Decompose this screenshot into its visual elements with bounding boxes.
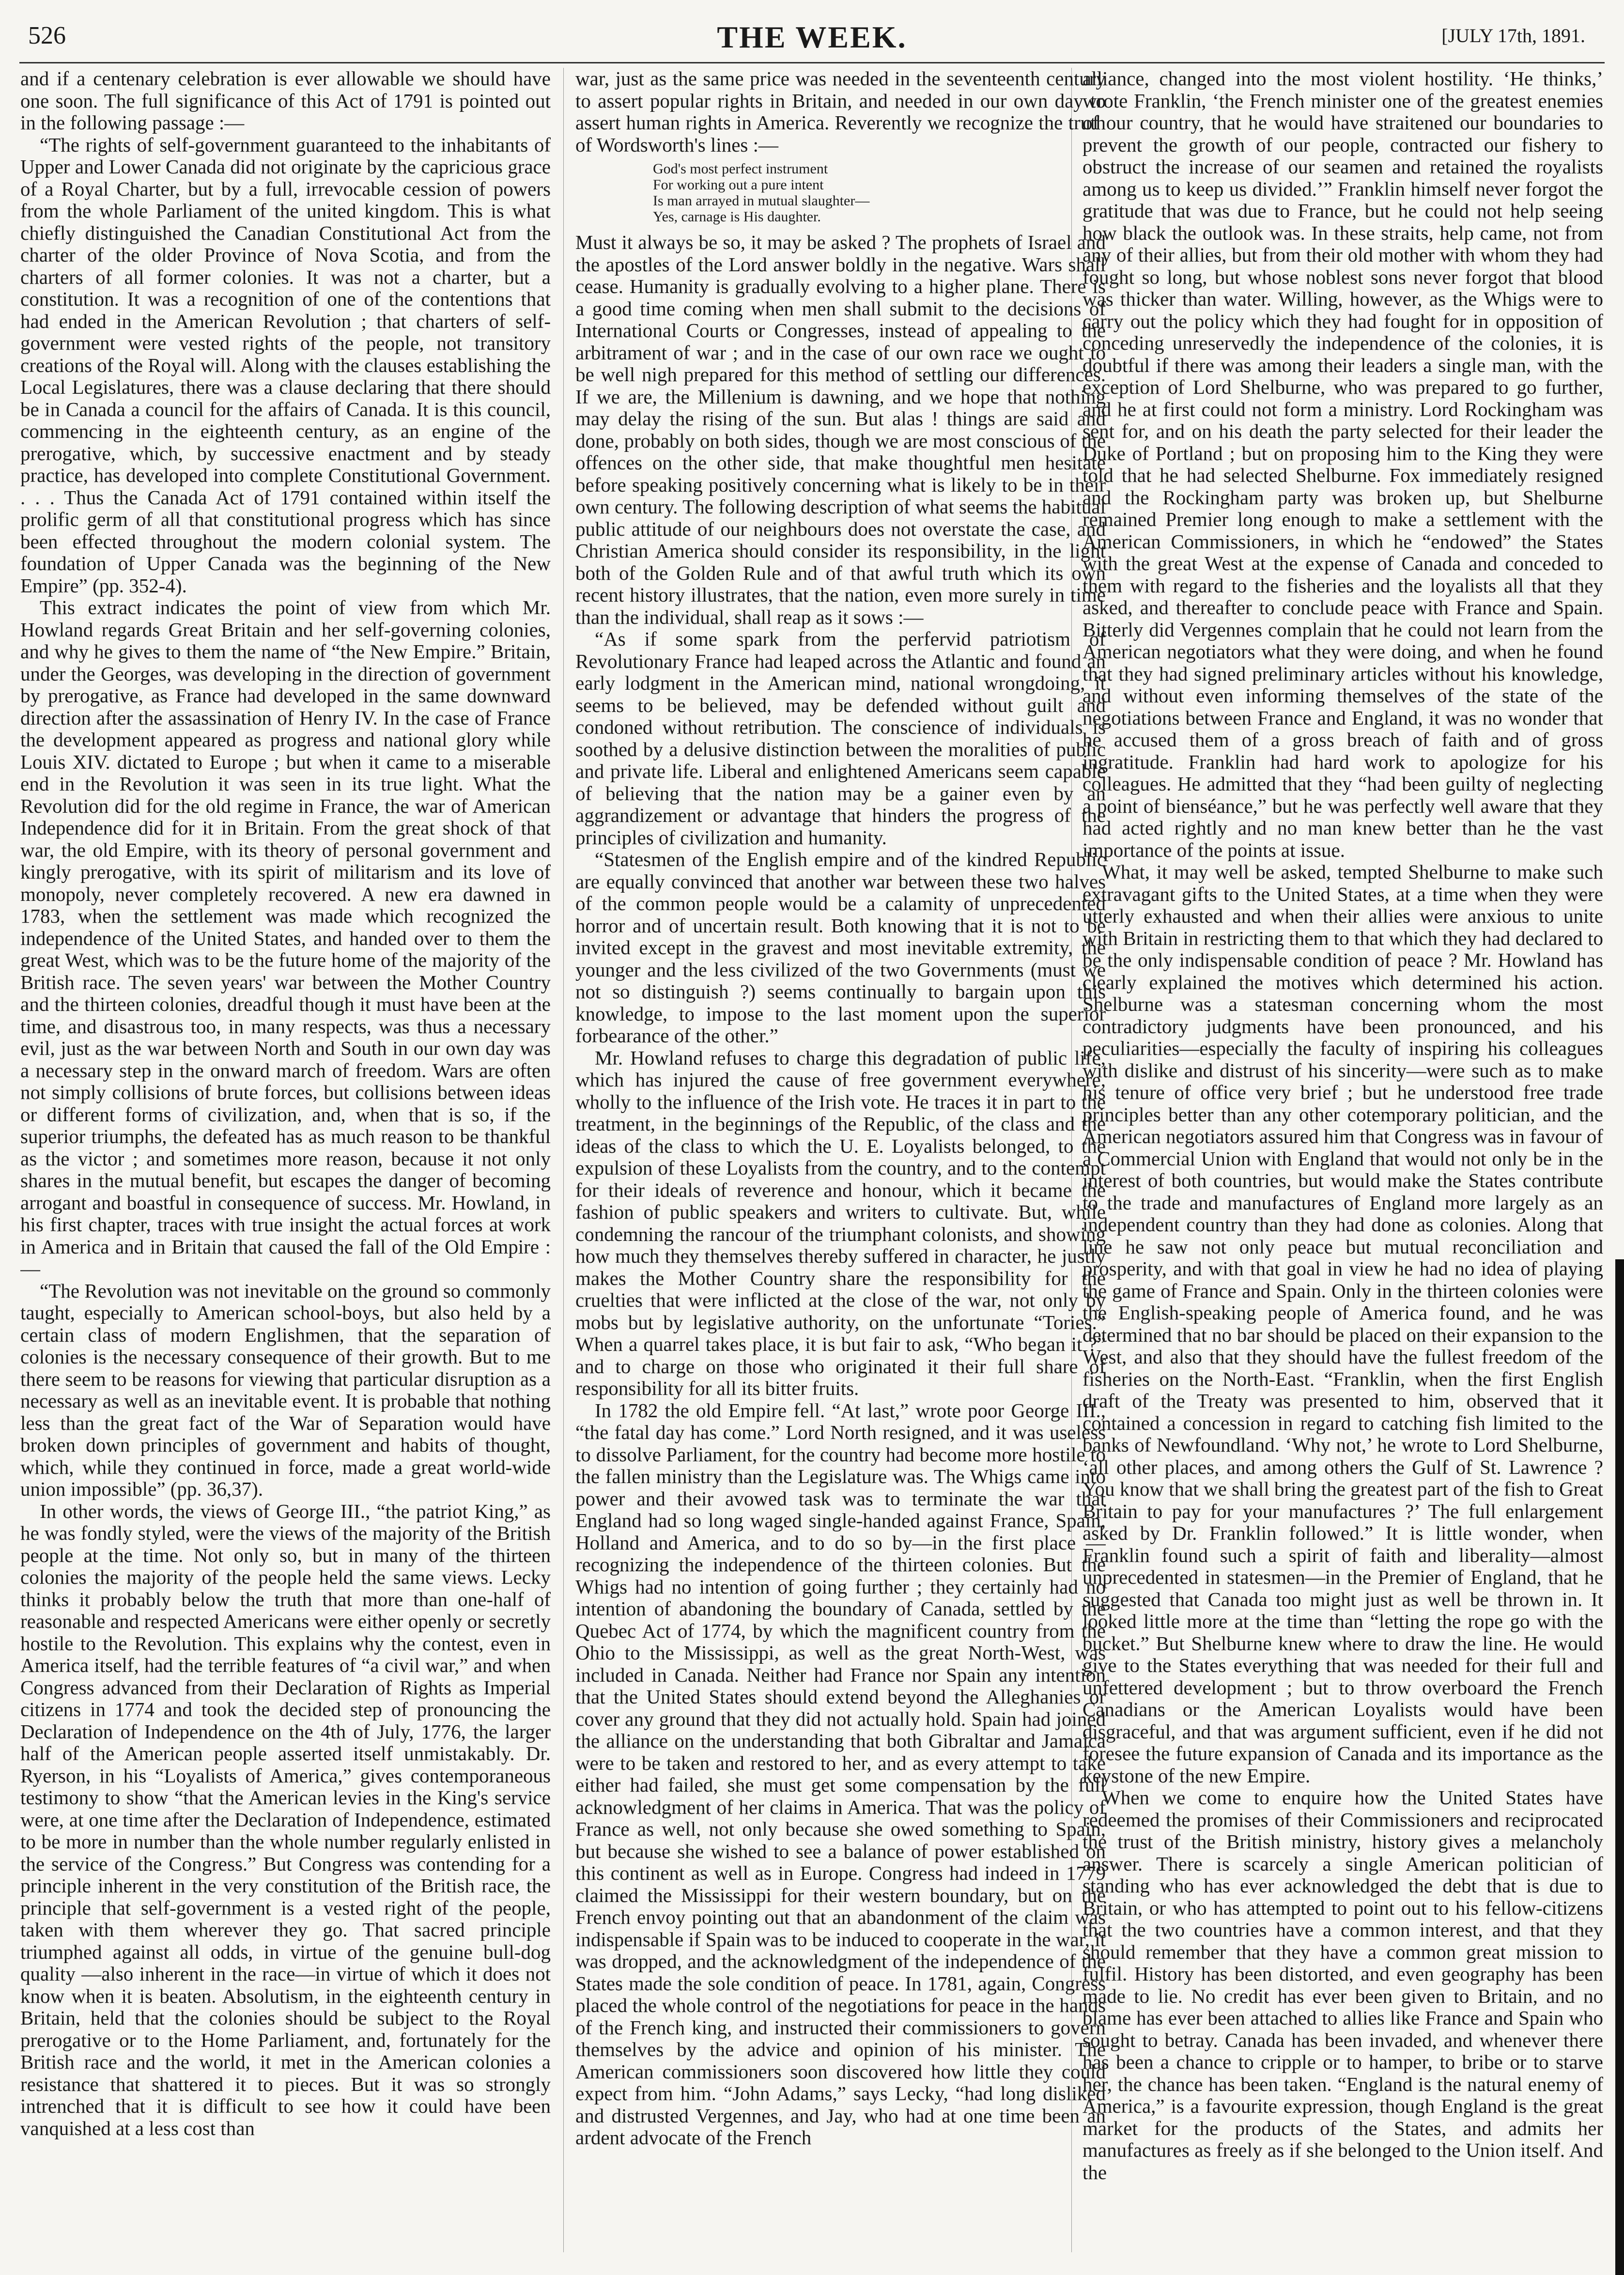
column-right [1083,68,1603,2252]
paragraph: What, it may well be asked, tempted Shelburne to make such extravagant gifts to the United States, at a time when they were utterly exhausted and when their allies were anxious to unite with Britain in restricting them to that which they had declared to be the only indispensable condition of peace ? Mr. Howland has clearly explained the motives which determined his action. Shelburne was a statesman concerning whom the most contradictory judgments have been pronounced, and his peculiarities—especially the faculty of inspiring his colleagues with dislike and distrust of his sincerity—were such as to make his tenure of office very brief ; but he understood free trade principles better than any other cotemporary politician, and the American negotiators assured him that Congress was in favour of a Commercial Union with England that would not only be in the interest of both countries, but would make the States contribute to the trade and manufactures of England more largely as an independent country than they had done as colonies. Along that line he saw not only peace but mutual reconciliation and prosperity, and with that goal in view he had no idea of playing the game of France and Spain. Only in the thirteen colonies were the English-speaking people of America found, and he was determined that no bar should be placed on their expansion to the West, and also that they should have the fullest freedom of the fisheries on the North-East. “Franklin, when the first English draft of the Treaty was presented to him, observed that it contained a concession in regard to catching fish limited to the banks of Newfoundland. ‘Why not,’ he wrote to Lord Shelburne, ‘all other places, and among others the Gulf of St. Lawrence ? You know that we shall bring the greatest part of the fish to Great Britain to pay for your manufactures ?’ The full enlargement asked by Dr. Franklin followed.” It is little wonder, when Franklin found such a spirit of faith and liberality—almost unprecedented in statesmen—in the Premier of England, that he suggested that Canada too might just as well be thrown in. It looked little more at the time than “letting the rope go with the bucket.” But Shelburne knew where to draw the line. He would give to the States everything that was needed for their full and unfettered development ; but to throw overboard the French Canadians or the American Loyalists would have been disgraceful, and that was argument sufficient, even if he did not foresee the future expansion of Canada and its importance as the keystone of the new Empire. [1083,861,1603,1787]
issue-date: [JULY 17th, 1891. [1441,25,1585,46]
verse-line: Is man arrayed in mutual slaughter— [653,193,870,209]
paragraph: In other words, the views of George III., “the patriot King,” as he was fondly styled, were the views of the majority of the British people at the time. Not only so, but in many of the thirteen colonies the majority of the people held the same views. Lecky thinks it probably below the truth that more than one-half of reasonable and respected Americans were either openly or secretly hostile to the Revolution. This explains why the contest, even in America itself, had the terrible features of “a civil war,” and when Congress advanced from their Declaration of Rights as Imperial citizens in 1774 and took the decided step of pronouncing the Declaration of Independence on the 4th of July, 1776, the larger half of the American people asserted itself unmistakably. Dr. Ryerson, in his “Loyalists of America,” gives contemporaneous testimony to show “that the American levies in the King's service were, at one time after the Declaration of Independence, estimated to be more in number than the whole number regularly enlisted in the service of the Congress.” But Congress was contending for a principle inherent in the very constitution of the British race, the principle that self-government is a vested right of the people, taken with them wherever they go. That sacred principle triumphed against all odds, in virtue of the genuine bull-dog quality —also inherent in the race—in virtue of which it does not know when it is beaten. Absolutism, in the eighteenth century in Britain, held that the colonies should be subject to the Royal prerogative or to the Home Parliament, and, fortunately for the British race and the world, it met in the American colonies a resistance that shattered it to pieces. But it was so strongly intrenched that it is difficult to see how it could have been vanquished at a less cost than [20,1500,551,2139]
header-rule [19,62,1605,63]
column-middle [575,68,1106,2252]
quotation: “Statesmen of the English empire and of the kindred Republic are equally convinced that another war between these two halves of the common people would be a calamity of unprecedented horror and of uncertain result. Both knowing that it is not to be invited except in the gravest and most inevitable extremity, the younger and the less civilized of the two Governments (must we not so distinguish ?) seems continually to bargain upon this knowledge, to impose to the last moment upon the superior forbearance of the other.” [575,848,1106,1047]
verse-quotation [653,161,1106,225]
page-header [0,0,1624,73]
page-number: 526 [28,22,66,49]
paragraph: This extract indicates the point of view from which Mr. Howland regards Great Britain and her self-governing colonies, and why he gives to them the name of “the New Empire.” Britain, under the Georges, was developing in the direction of government by prerogative, as France had developed in the same downward direction after the assassination of Henry IV. In the case of France the development appeared as progress and national glory while Louis XIV. dictated to Europe ; but when it came to a miserable end in the Revolution it was seen in its true light. What the Revolution did for the old regime in France, the war of American Independence did for it in Britain. From the great shock of that war, the old Empire, with its theory of personal government and kingly prerogative, with its spirit of militarism and its love of monopoly, never completely recovered. A new era dawned in 1783, when the settlement was made which recognized the independence of the United States, and handed over to them the great West, which was to be the future home of the majority of the British race. The seven years' war between the Mother Country and the thirteen colonies, dreadful though it must have been at the time, and disastrous too, in many respects, was thus a necessary evil, just as the war between North and South in our own day was a necessary step in the onward march of freedom. Wars are often not simply collisions of brute forces, but collisions between ideas or different forms of civilization, and, when that is so, if the superior triumphs, the defeated has as much reason to be thankful as the victor ; and sometimes more reason, because it not only shares in the mutual benefit, but escapes the danger of becoming arrogant and boastful in consequence of success. Mr. Howland, in his first chapter, traces with true insight the actual forces at work in America and in Britain that caused the fall of the Old Empire :— [20,596,551,1280]
quotation: “As if some spark from the perfervid patriotism of Revolutionary France had leaped across the Atlantic and found an early lodgment in the American mind, national wrongdoing, it seems to be believed, may be defended without guilt and condoned without retribution. The conscience of individuals is soothed by a delusive distinction between the moralities of public and private life. Liberal and enlightened Americans seem capable of believing that the nation may be a gainer even by an aggrandizement or advantage that hinders the progress of the principles of civilization and humanity. [575,628,1106,849]
column-divider [563,68,564,2252]
paragraph: When we come to enquire how the United States have redeemed the promises of their Commissioners and reciprocated the trust of the British ministry, history gives a melancholy answer. There is scarcely a single American politician of standing who has ever acknowledged the debt that is due to Britain, or who has attempted to point out to his fellow-citizens that the two countries have a common interest, and that they should remember that they have a common great mission to fulfil. History has been distorted, and even geography has been made to lie. No credit has ever been given to Britain, and no blame has ever been attached to allies like France and Spain who sought to betray. Canada has been invaded, and whenever there has been a chance to cripple or to hamper, to bribe or to starve her, the chance has been taken. “England is the natural enemy of America,” is a favourite expression, though England is the great market for the products of the States, and admits her manufactures as freely as if she belonged to the Union itself. And the [1083,1786,1603,2183]
paragraph: In 1782 the old Empire fell. “At last,” wrote poor George III., “the fatal day has come.” Lord North resigned, and it was useless to dissolve Parliament, for the country had become more hostile to the fallen ministry than the Legislature was. The Whigs came into power and their avowed task was to terminate the war that England had so long waged single-handed against France, Spain, Holland and America, and to do so by—in the first place —recognizing the independence of the thirteen colonies. But the Whigs had no intention of going further ; they certainly had no intention of abandoning the boundary of Canada, settled by the Quebec Act of 1774, by which the magnificent country from the Ohio to the Mississippi, as well as the great North-West, was included in Canada. Neither had France nor Spain any intention that the United States should extend beyond the Alleghanies or cover any ground that they did not actually hold. Spain had joined the alliance on the understanding that both Gibraltar and Jamaica were to be taken and restored to her, and as every attempt to take either had failed, she must get some compensation by the full acknowledgment of her claims in America. That was the policy of France as well, not only because she owed something to Spain, but because she wished to see a balance of power established on this continent as well as in Europe. Congress had indeed in 1779 claimed the Mississippi for their western boundary, but on the French envoy pointing out that an abandonment of the claim was indispensable if Spain was to be induced to cooperate in the war, it was dropped, and the acknowledgment of the independence of the States made the sole condition of peace. In 1781, again, Congress placed the whole control of the negotiations for peace in the hands of the French king, and instructed their commissioners to govern themselves by the advice and opinion of his minister. The American commissioners soon discovered how little they could expect from him. “John Adams,” says Lecky, “had long disliked and distrusted Vergennes, and Jay, who had at one time been an ardent advocate of the French [575,1399,1106,2149]
publication-title: THE WEEK. [717,20,907,54]
paragraph: Mr. Howland refuses to charge this degradation of public life, which has injured the cause of free government everywhere, wholly to the influence of the Irish vote. He traces it in part to the treatment, in the beginnings of the Republic, of the class and the ideas of the class to which the U. E. Loyalists belonged, to the expulsion of these Loyalists from the country, and to the contempt for their ideals of reverence and honour, which it became the fashion of public speakers and writers to cultivate. But, while condemning the rancour of the triumphant colonists, and showing how much they themselves thereby suffered in character, he justly makes the Mother Country share the responsibility for the cruelties that were inflicted at the close of the war, not only by mobs but by legislative authority, on the unfortunate “Tories.” When a quarrel takes place, it is but fair to ask, “Who began it ?” and to charge on those who originated it their full share of responsibility for all its bitter fruits. [575,1046,1106,1399]
paragraph: Must it always be so, it may be asked ? The prophets of Israel and the apostles of the Lord answer boldly in the negative. Wars shall cease. Humanity is gradually evolving to a higher plane. There is a good time coming when men shall submit to the decisions of International Courts or Congresses, instead of appealing to the arbitrament of war ; and in the case of our own race we ought to be well nigh prepared for this method of settling our differences. If we are, the Millenium is dawning, and we hope that nothing may delay the rising of the sun. But alas ! things are said and done, probably on both sides, though we are most conscious of the offences on the other side, that make thoughtful men hesitate before speaking positively concerning what is likely to be in their own century. The following description of what seems the habitual public attitude of our neighbours does not overstate the case, and Christian America should consider its responsibility, in the light both of the Golden Rule and of that awful truth which its own recent history illustrates, that the nation, even more surely in time than the individual, shall reap as it sows :— [575,231,1106,628]
quotation: “The Revolution was not inevitable on the ground so commonly taught, especially to American school-boys, but also held by a certain class of modern Englishmen, that the separation of colonies is the necessary consequence of their growth. But to me there seem to be reasons for viewing that particular disruption as a necessary as well as an inevitable event. It is probable that nothing less than the great fact of the War of Separation would have broken down principles of government and habits of thought, which, while they continued in force, made a great world-wide union impossible” (pp. 36,37). [20,1279,551,1500]
verse-line: For working out a pure intent [653,177,824,193]
verse-line: Yes, carnage is His daughter. [653,209,821,225]
page-binding-shadow [1615,1259,1624,2275]
quotation: “The rights of self-government guaranteed to the inhabitants of Upper and Lower Canada did not originate by the capricious grace of a Royal Charter, but by a full, irrevocable cession of powers from the whole Parliament of the united kingdom. This is what chiefly distinguished the Canadian Constitutional Act from the charter of the older Province of Nova Scotia, and from the charters of all former colonies. It was not a charter, but a constitution. It was a recognition of one of the contentions that had ended in the American Revolution ; that charters of self-government were vested rights of the people, not transitory creations of the Royal will. Along with the clauses establishing the Local Legislatures, there was a clause declaring that there should be in Canada a council for the affairs of Canada. It is this council, commencing in the eighteenth century, as an engine of the prerogative, which, by successive enactment and by steady practice, has developed into complete Constitutional Government. . . . Thus the Canada Act of 1791 contained within itself the prolific germ of all that constitutional progress which has since been effected throughout the modern colonial system. The foundation of Upper Canada was the beginning of the New Empire” (pp. 352-4). [20,133,551,597]
paragraph: and if a centenary celebration is ever allowable we should have one soon. The full significance of this Act of 1791 is pointed out in the following passage :— [20,68,551,134]
paragraph: war, just as the same price was needed in the seventeenth century to assert popular rights in Britain, and needed in our own day to assert human rights in America. Reverently we recognize the truth of Wordsworth's lines :— [575,68,1106,156]
paragraph: alliance, changed into the most violent hostility. ‘He thinks,’ wrote Franklin, ‘the French minister one of the greatest enemies of our country, that he would have straitened our boundaries to prevent the growth of our people, contracted our fishery to obstruct the increase of our seamen and retained the royalists among us to keep us divided.’” Franklin himself never forgot the gratitude that was due to France, but he could not help seeing how black the outlook was. In these straits, help came, not from any of their allies, but from their old mother with whom they had fought so long, but whose noblest sons never forgot that blood was thicker than water. Willing, however, as the Whigs were to carry out the policy which they had fought for in opposition of conceding unreservedly the independence of the colonies, it is doubtful if there was among their leaders a single man, with the exception of Lord Shelburne, who was prepared to go further, and he at first could not form a ministry. Lord Rockingham was sent for, and on his death the party selected for their leader the Duke of Portland ; but on proposing him to the King they were told that he had selected Shelburne. Fox immediately resigned and the Rockingham party was broken up, but Shelburne remained Premier long enough to make a settlement with the American Commissioners, in which he “endowed” the States with the great West at the expense of Canada and conceded to them with regard to the fisheries and the loyalists all that they asked, and thereafter to conclude peace with France and Spain. Bitterly did Vergennes complain that he could not learn from the American negotiators what they were doing, and when he found that they had signed preliminary articles without his knowledge, and without even informing themselves of the state of the negotiations between France and England, it was no wonder that he accused them of a gross breach of faith and of gross ingratitude. Franklin had hard work to apologize for his colleagues. He admitted that they “had been guilty of neglecting a point of bienséance,” but he was perfectly well aware that they had acted rightly and no man knew better than he the vast importance of the points at issue. [1083,68,1603,861]
verse-line: God's most perfect instrument [653,161,828,177]
column-left [20,68,551,2252]
